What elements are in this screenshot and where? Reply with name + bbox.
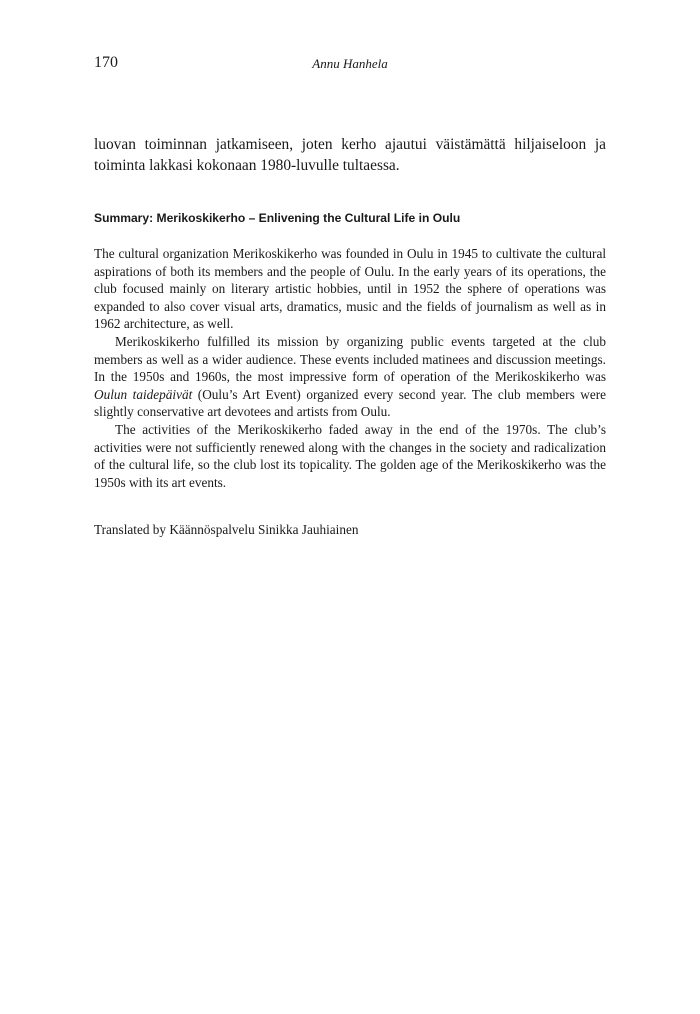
running-head — [94, 53, 606, 75]
summary-paragraph-2-text-b: (Oulu’s Art Event) organized every second year. The club members were slightly conservative art devotees and artists from Oulu. — [94, 386, 606, 420]
summary-heading: Summary: Merikoskikerho – Enlivening the Cultural Life in Oulu — [94, 211, 461, 225]
summary-paragraph-3: The activities of the Merikoskikerho faded away in the end of the 1970s. The club’s activities were not sufficiently renewed along with the changes in the society and radicalization of the cultural life, so the club lost its topicality. The golden age of the Merikoskikerho was the 1950s with its art events. — [94, 421, 606, 490]
continued-paragraph: luovan toiminnan jatkamiseen, joten kerho ajautui väistämättä hiljaiseloon ja toiminta lakkasi kokonaan 1980-luvulle tultaessa. — [94, 136, 606, 174]
running-head-author: Annu Hanhela — [312, 56, 388, 71]
summary-body — [94, 245, 606, 491]
event-name-italic: Oulun taidepäivät — [94, 386, 193, 402]
translator-credit: Translated by Käännöspalvelu Sinikka Jauhiainen — [94, 522, 359, 537]
page-number: 170 — [94, 54, 118, 71]
summary-paragraph-2 — [94, 333, 606, 421]
summary-paragraph-1: The cultural organization Merikoskikerho was founded in Oulu in 1945 to cultivate the cultural aspirations of both its members and the people of Oulu. In the early years of its operations, the club focused mainly on literary artistic hobbies, until in 1952 the sphere of operations was expanded to also cover visual arts, dramatics, music and the fields of journalism as well as in 1962 architecture, as well. — [94, 246, 606, 332]
summary-paragraph-2-text-a: Merikoskikerho fulfilled its mission by organizing public events targeted at the club members as well as a wider audience. These events included matinees and discussion meetings. In the 1950s and 1960s, the most impressive form of operation of the Merikoskikerho was — [94, 333, 606, 385]
